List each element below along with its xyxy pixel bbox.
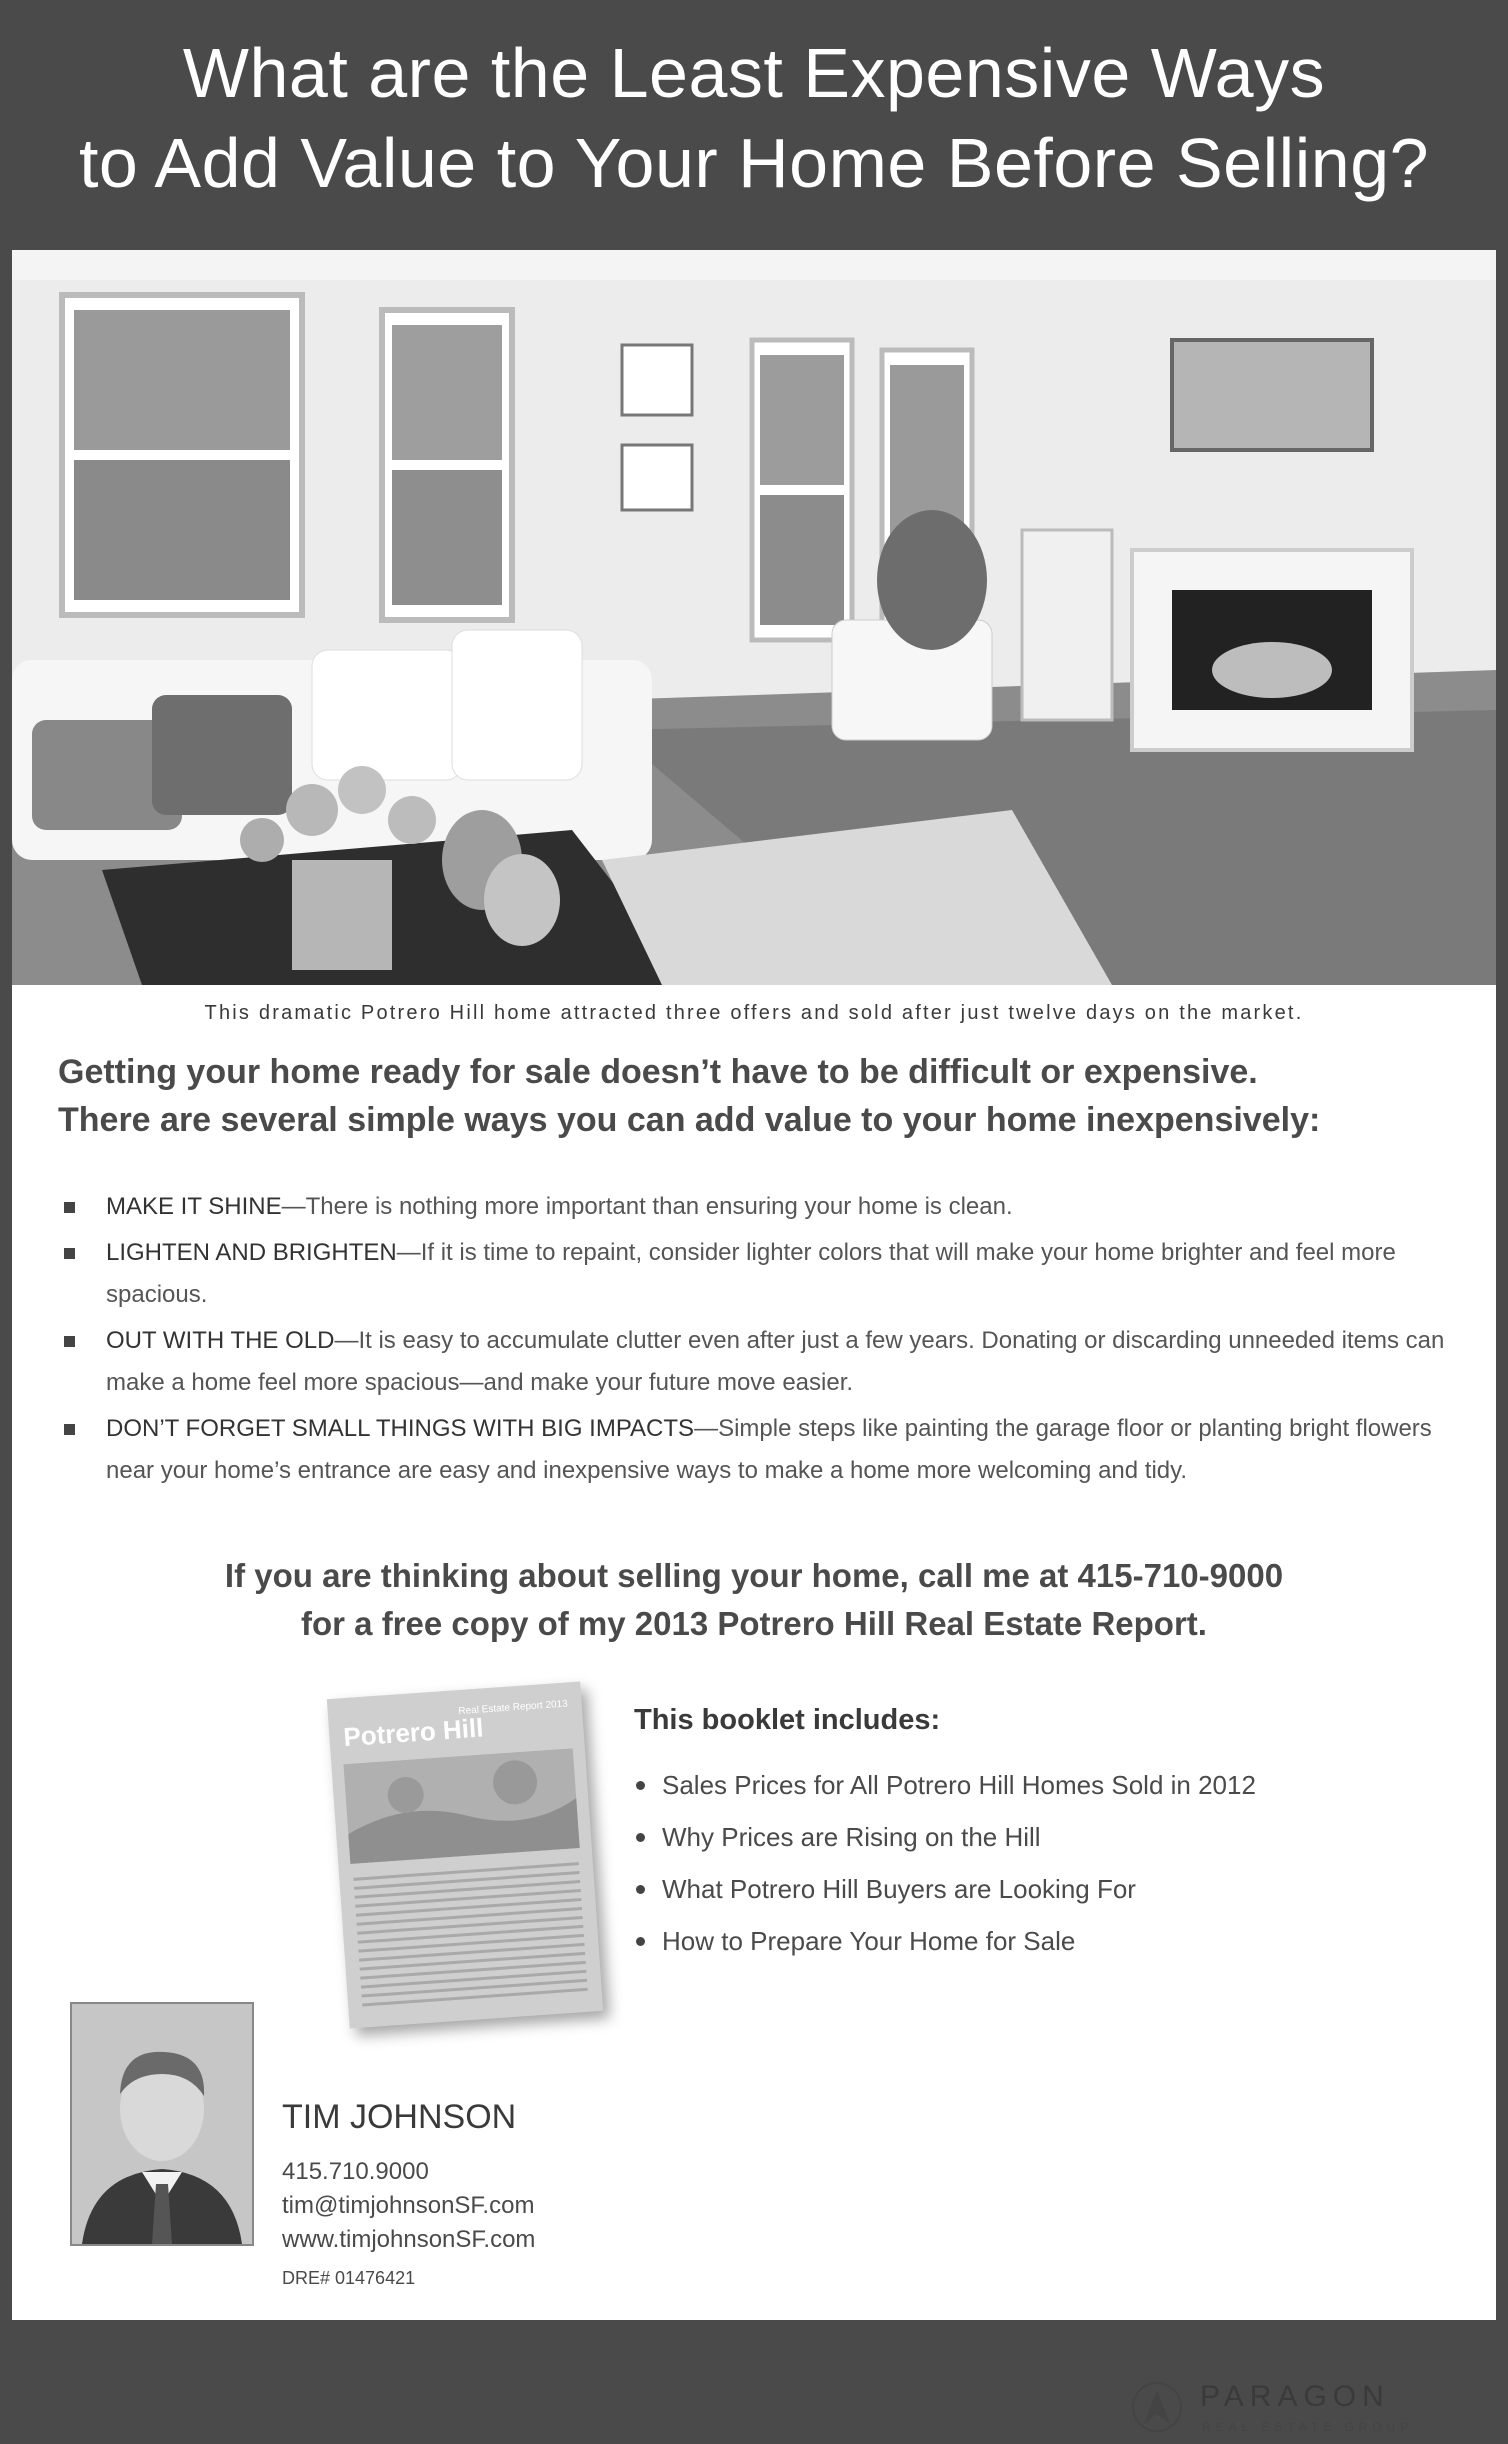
square-bullet-icon bbox=[64, 1248, 75, 1259]
tip-item bbox=[58, 1186, 1478, 1228]
square-bullet-icon bbox=[64, 1202, 75, 1213]
paragon-logo-icon bbox=[1132, 2382, 1182, 2432]
list-item-text: How to Prepare Your Home for Sale bbox=[662, 1926, 1076, 1956]
booklet-subtitle: Real Estate Report 2013 bbox=[458, 1698, 569, 1718]
square-bullet-icon bbox=[64, 1424, 75, 1435]
tip-text: —Simple steps like painting the garage floor or planting bright flowers near your home’s entrance are easy and inexpensive ways to make a home more welcoming and tidy. bbox=[106, 1415, 1432, 1484]
bullet-dot-icon bbox=[636, 1833, 645, 1842]
list-item bbox=[634, 1863, 1454, 1915]
agent-email: tim@timjohnsonSF.com bbox=[282, 2192, 535, 2219]
tip-item bbox=[58, 1232, 1478, 1316]
headline-line-2: to Add Value to Your Home Before Selling? bbox=[78, 124, 1430, 202]
tip-text: —It is easy to accumulate clutter even after just a few years. Donating or discarding unneeded items can make a home feel more spacious—and make your future move easier. bbox=[106, 1327, 1445, 1396]
agent-contact bbox=[282, 2098, 782, 2295]
tip-lead: MAKE IT SHINE bbox=[106, 1193, 282, 1220]
tip-lead: LIGHTEN AND BRIGHTEN bbox=[106, 1239, 397, 1266]
brand-name: PARAGON bbox=[1200, 2380, 1390, 2413]
tip-text: —There is nothing more important than ensuring your home is clean. bbox=[281, 1193, 1013, 1220]
report-booklet-cover bbox=[327, 1682, 603, 2029]
booklet-text-lines bbox=[353, 1862, 588, 2012]
photo-caption: This dramatic Potrero Hill home attracted three offers and sold after just twelve days on the market. bbox=[204, 1002, 1304, 1024]
cta-line-1: If you are thinking about selling your home, call me at 415-710-9000 bbox=[224, 1557, 1284, 1594]
headline bbox=[0, 28, 1508, 208]
tip-text: —If it is time to repaint, consider lighter colors that will make your home brighter and feel more spacious. bbox=[106, 1239, 1396, 1308]
living-room-illustration bbox=[12, 250, 1496, 985]
includes-heading: This booklet includes: bbox=[634, 1704, 941, 1736]
list-item-text: Why Prices are Rising on the Hill bbox=[662, 1822, 1041, 1852]
agent-headshot bbox=[70, 2002, 254, 2246]
brand-tagline: REAL ESTATE GROUP bbox=[1202, 2420, 1414, 2434]
tip-lead: DON’T FORGET SMALL THINGS WITH BIG IMPACTS bbox=[106, 1415, 695, 1442]
tip-item bbox=[58, 1320, 1478, 1404]
bullet-dot-icon bbox=[636, 1781, 645, 1790]
paragon-logo bbox=[1120, 2374, 1460, 2444]
list-item bbox=[634, 1811, 1454, 1863]
intro-text bbox=[58, 1048, 1478, 1144]
tip-item bbox=[58, 1408, 1478, 1492]
call-to-action bbox=[12, 1552, 1496, 1648]
booklet-includes bbox=[634, 1704, 1454, 1967]
agent-phone: 415.710.9000 bbox=[282, 2158, 429, 2185]
headline-line-1: What are the Least Expensive Ways bbox=[182, 34, 1326, 112]
booklet-title: Potrero Hill bbox=[342, 1712, 485, 1753]
living-room-photo bbox=[12, 250, 1496, 985]
intro-line-2: There are several simple ways you can add value to your home inexpensively: bbox=[58, 1101, 1321, 1139]
list-item-text: Sales Prices for All Potrero Hill Homes Sold in 2012 bbox=[662, 1770, 1256, 1800]
agent-license: DRE# 01476421 bbox=[282, 2268, 416, 2288]
cta-line-2: for a free copy of my 2013 Potrero Hill Real Estate Report. bbox=[301, 1605, 1207, 1642]
agent-website: www.timjohnsonSF.com bbox=[282, 2226, 536, 2253]
bullet-dot-icon bbox=[636, 1937, 645, 1946]
list-item bbox=[634, 1915, 1454, 1967]
square-bullet-icon bbox=[64, 1336, 75, 1347]
tips-list bbox=[58, 1186, 1478, 1496]
content-panel bbox=[12, 250, 1496, 2434]
includes-list bbox=[634, 1759, 1454, 1967]
booklet-illustration bbox=[343, 1748, 579, 1864]
agent-name: TIM JOHNSON bbox=[282, 2098, 517, 2136]
bullet-dot-icon bbox=[636, 1885, 645, 1894]
intro-line-1: Getting your home ready for sale doesn’t have to be difficult or expensive. bbox=[58, 1053, 1258, 1091]
list-item-text: What Potrero Hill Buyers are Looking For bbox=[662, 1874, 1136, 1904]
agent-headshot-image bbox=[72, 2004, 252, 2244]
list-item bbox=[634, 1759, 1454, 1811]
tip-lead: OUT WITH THE OLD bbox=[106, 1327, 335, 1354]
